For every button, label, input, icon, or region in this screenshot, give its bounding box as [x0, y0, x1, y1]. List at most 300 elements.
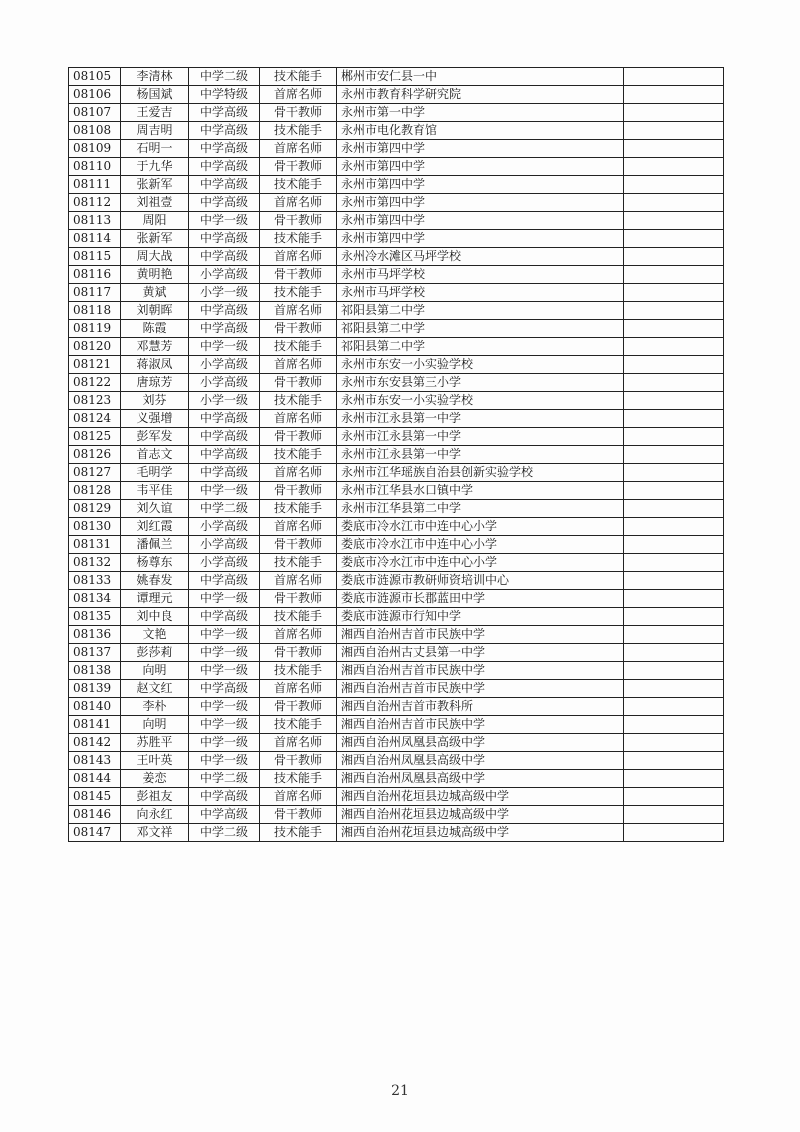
teacher-name: 蒋淑凤 — [121, 356, 189, 374]
honor-title: 骨干教师 — [260, 698, 337, 716]
honor-title: 技术能手 — [260, 608, 337, 626]
honor-title: 首席名师 — [260, 140, 337, 158]
honor-title: 骨干教师 — [260, 266, 337, 284]
record-id: 08107 — [69, 104, 121, 122]
organization: 湘西自治州吉首市民族中学 — [337, 626, 624, 644]
organization: 永州市江华县第二中学 — [337, 500, 624, 518]
record-id: 08121 — [69, 356, 121, 374]
honor-title: 技术能手 — [260, 716, 337, 734]
note-cell — [624, 212, 724, 230]
organization: 娄底市冷水江市中连中心小学 — [337, 518, 624, 536]
teacher-name: 李清林 — [121, 68, 189, 86]
record-id: 08130 — [69, 518, 121, 536]
teacher-name: 唐琼芳 — [121, 374, 189, 392]
rank-level: 小学一级 — [189, 392, 260, 410]
rank-level: 中学高级 — [189, 140, 260, 158]
note-cell — [624, 644, 724, 662]
table-row — [69, 248, 724, 266]
honor-title: 技术能手 — [260, 392, 337, 410]
record-id: 08113 — [69, 212, 121, 230]
honor-title: 骨干教师 — [260, 104, 337, 122]
table-row — [69, 158, 724, 176]
teacher-name: 杨尊东 — [121, 554, 189, 572]
honor-title: 骨干教师 — [260, 536, 337, 554]
organization: 祁阳县第二中学 — [337, 338, 624, 356]
rank-level: 中学一级 — [189, 338, 260, 356]
note-cell — [624, 410, 724, 428]
rank-level: 中学一级 — [189, 212, 260, 230]
teacher-name: 首志文 — [121, 446, 189, 464]
organization: 娄底市涟源市教研师资培训中心 — [337, 572, 624, 590]
organization: 永州冷水滩区马坪学校 — [337, 248, 624, 266]
organization: 永州市第四中学 — [337, 140, 624, 158]
honor-title: 技术能手 — [260, 122, 337, 140]
rank-level: 中学高级 — [189, 122, 260, 140]
honor-title: 骨干教师 — [260, 428, 337, 446]
teacher-name: 王爱吉 — [121, 104, 189, 122]
table-row — [69, 230, 724, 248]
honor-title: 骨干教师 — [260, 590, 337, 608]
table-row — [69, 176, 724, 194]
teacher-name: 苏胜平 — [121, 734, 189, 752]
organization: 湘西自治州花垣县边城高级中学 — [337, 824, 624, 842]
organization: 永州市第四中学 — [337, 230, 624, 248]
note-cell — [624, 104, 724, 122]
rank-level: 中学高级 — [189, 248, 260, 266]
teacher-name: 周大战 — [121, 248, 189, 266]
note-cell — [624, 230, 724, 248]
teacher-name: 刘红霞 — [121, 518, 189, 536]
organization: 湘西自治州凤凰县高级中学 — [337, 734, 624, 752]
organization: 湘西自治州吉首市民族中学 — [337, 716, 624, 734]
teacher-name: 姚春发 — [121, 572, 189, 590]
rank-level: 中学一级 — [189, 734, 260, 752]
note-cell — [624, 374, 724, 392]
rank-level: 中学高级 — [189, 104, 260, 122]
teacher-name: 义强增 — [121, 410, 189, 428]
organization: 祁阳县第二中学 — [337, 302, 624, 320]
rank-level: 小学高级 — [189, 518, 260, 536]
honor-title: 骨干教师 — [260, 644, 337, 662]
organization: 湘西自治州凤凰县高级中学 — [337, 770, 624, 788]
teacher-name: 姜恋 — [121, 770, 189, 788]
record-id: 08144 — [69, 770, 121, 788]
note-cell — [624, 140, 724, 158]
table-row — [69, 212, 724, 230]
record-id: 08124 — [69, 410, 121, 428]
record-id: 08128 — [69, 482, 121, 500]
honor-title: 首席名师 — [260, 518, 337, 536]
record-id: 08118 — [69, 302, 121, 320]
honor-title: 首席名师 — [260, 248, 337, 266]
teacher-name: 邓文祥 — [121, 824, 189, 842]
teacher-roster-table — [68, 67, 724, 842]
table-row — [69, 554, 724, 572]
honor-title: 骨干教师 — [260, 752, 337, 770]
teacher-name: 周阳 — [121, 212, 189, 230]
rank-level: 小学高级 — [189, 554, 260, 572]
table-row — [69, 680, 724, 698]
honor-title: 骨干教师 — [260, 320, 337, 338]
table-row — [69, 482, 724, 500]
note-cell — [624, 158, 724, 176]
roster-body — [69, 68, 724, 842]
organization: 娄底市涟源市行知中学 — [337, 608, 624, 626]
organization: 永州市第四中学 — [337, 158, 624, 176]
rank-level: 中学高级 — [189, 176, 260, 194]
record-id: 08129 — [69, 500, 121, 518]
note-cell — [624, 302, 724, 320]
table-row — [69, 608, 724, 626]
record-id: 08137 — [69, 644, 121, 662]
record-id: 08140 — [69, 698, 121, 716]
table-row — [69, 752, 724, 770]
note-cell — [624, 284, 724, 302]
teacher-name: 向永红 — [121, 806, 189, 824]
table-row — [69, 590, 724, 608]
table-row — [69, 122, 724, 140]
record-id: 08110 — [69, 158, 121, 176]
record-id: 08147 — [69, 824, 121, 842]
record-id: 08131 — [69, 536, 121, 554]
record-id: 08119 — [69, 320, 121, 338]
table-row — [69, 392, 724, 410]
rank-level: 中学高级 — [189, 194, 260, 212]
teacher-name: 韦平佳 — [121, 482, 189, 500]
rank-level: 中学高级 — [189, 680, 260, 698]
teacher-name: 文艳 — [121, 626, 189, 644]
rank-level: 中学一级 — [189, 662, 260, 680]
note-cell — [624, 194, 724, 212]
organization: 湘西自治州吉首市民族中学 — [337, 662, 624, 680]
table-row — [69, 662, 724, 680]
table-row — [69, 644, 724, 662]
rank-level: 中学高级 — [189, 410, 260, 428]
teacher-name: 王叶英 — [121, 752, 189, 770]
rank-level: 中学一级 — [189, 590, 260, 608]
rank-level: 中学二级 — [189, 500, 260, 518]
table-row — [69, 716, 724, 734]
table-row — [69, 698, 724, 716]
rank-level: 中学特级 — [189, 86, 260, 104]
record-id: 08146 — [69, 806, 121, 824]
note-cell — [624, 770, 724, 788]
note-cell — [624, 428, 724, 446]
table-row — [69, 356, 724, 374]
record-id: 08122 — [69, 374, 121, 392]
organization: 祁阳县第二中学 — [337, 320, 624, 338]
note-cell — [624, 464, 724, 482]
teacher-name: 刘芬 — [121, 392, 189, 410]
record-id: 08117 — [69, 284, 121, 302]
teacher-name: 谭理元 — [121, 590, 189, 608]
table-row — [69, 266, 724, 284]
note-cell — [624, 662, 724, 680]
rank-level: 中学高级 — [189, 464, 260, 482]
record-id: 08141 — [69, 716, 121, 734]
organization: 湘西自治州古丈县第一中学 — [337, 644, 624, 662]
note-cell — [624, 698, 724, 716]
honor-title: 骨干教师 — [260, 212, 337, 230]
honor-title: 首席名师 — [260, 572, 337, 590]
organization: 湘西自治州吉首市民族中学 — [337, 680, 624, 698]
honor-title: 技术能手 — [260, 662, 337, 680]
teacher-name: 向明 — [121, 662, 189, 680]
table-row — [69, 536, 724, 554]
record-id: 08109 — [69, 140, 121, 158]
teacher-name: 潘佩兰 — [121, 536, 189, 554]
honor-title: 首席名师 — [260, 788, 337, 806]
honor-title: 技术能手 — [260, 176, 337, 194]
teacher-name: 黄明艳 — [121, 266, 189, 284]
honor-title: 骨干教师 — [260, 374, 337, 392]
organization: 永州市第四中学 — [337, 176, 624, 194]
teacher-name: 于九华 — [121, 158, 189, 176]
record-id: 08133 — [69, 572, 121, 590]
table-row — [69, 320, 724, 338]
record-id: 08135 — [69, 608, 121, 626]
rank-level: 中学高级 — [189, 446, 260, 464]
record-id: 08134 — [69, 590, 121, 608]
record-id: 08105 — [69, 68, 121, 86]
rank-level: 中学一级 — [189, 752, 260, 770]
table-row — [69, 140, 724, 158]
teacher-name: 刘朝晖 — [121, 302, 189, 320]
note-cell — [624, 500, 724, 518]
record-id: 08145 — [69, 788, 121, 806]
table-row — [69, 104, 724, 122]
record-id: 08126 — [69, 446, 121, 464]
teacher-name: 彭军发 — [121, 428, 189, 446]
note-cell — [624, 86, 724, 104]
rank-level: 中学高级 — [189, 806, 260, 824]
teacher-name: 陈霞 — [121, 320, 189, 338]
teacher-name: 毛明学 — [121, 464, 189, 482]
table-row — [69, 68, 724, 86]
note-cell — [624, 392, 724, 410]
rank-level: 中学一级 — [189, 626, 260, 644]
teacher-name: 石明一 — [121, 140, 189, 158]
organization: 娄底市冷水江市中连中心小学 — [337, 554, 624, 572]
organization: 永州市江永县第一中学 — [337, 446, 624, 464]
note-cell — [624, 824, 724, 842]
note-cell — [624, 788, 724, 806]
honor-title: 骨干教师 — [260, 158, 337, 176]
note-cell — [624, 572, 724, 590]
honor-title: 骨干教师 — [260, 482, 337, 500]
note-cell — [624, 752, 724, 770]
rank-level: 中学一级 — [189, 644, 260, 662]
record-id: 08142 — [69, 734, 121, 752]
rank-level: 中学二级 — [189, 770, 260, 788]
rank-level: 小学高级 — [189, 266, 260, 284]
note-cell — [624, 266, 724, 284]
note-cell — [624, 608, 724, 626]
teacher-name: 彭祖友 — [121, 788, 189, 806]
organization: 娄底市冷水江市中连中心小学 — [337, 536, 624, 554]
rank-level: 中学一级 — [189, 482, 260, 500]
organization: 郴州市安仁县一中 — [337, 68, 624, 86]
note-cell — [624, 680, 724, 698]
organization: 永州市江华县水口镇中学 — [337, 482, 624, 500]
teacher-name: 刘久谊 — [121, 500, 189, 518]
honor-title: 技术能手 — [260, 824, 337, 842]
organization: 永州市教育科学研究院 — [337, 86, 624, 104]
note-cell — [624, 446, 724, 464]
honor-title: 首席名师 — [260, 410, 337, 428]
note-cell — [624, 176, 724, 194]
organization: 永州市江永县第一中学 — [337, 410, 624, 428]
honor-title: 技术能手 — [260, 500, 337, 518]
teacher-name: 向明 — [121, 716, 189, 734]
table-row — [69, 410, 724, 428]
honor-title: 首席名师 — [260, 302, 337, 320]
table-row — [69, 734, 724, 752]
table-row — [69, 374, 724, 392]
record-id: 08106 — [69, 86, 121, 104]
rank-level: 小学高级 — [189, 374, 260, 392]
table-row — [69, 626, 724, 644]
rank-level: 中学高级 — [189, 428, 260, 446]
teacher-name: 刘中良 — [121, 608, 189, 626]
rank-level: 中学高级 — [189, 302, 260, 320]
teacher-name: 黄斌 — [121, 284, 189, 302]
honor-title: 技术能手 — [260, 68, 337, 86]
rank-level: 小学高级 — [189, 356, 260, 374]
rank-level: 中学高级 — [189, 320, 260, 338]
organization: 永州市第四中学 — [337, 212, 624, 230]
rank-level: 中学高级 — [189, 230, 260, 248]
organization: 永州市东安一小实验学校 — [337, 356, 624, 374]
rank-level: 小学一级 — [189, 284, 260, 302]
record-id: 08138 — [69, 662, 121, 680]
record-id: 08120 — [69, 338, 121, 356]
organization: 永州市江华瑶族自治县创新实验学校 — [337, 464, 624, 482]
record-id: 08125 — [69, 428, 121, 446]
table-row — [69, 464, 724, 482]
organization: 娄底市涟源市长郡蓝田中学 — [337, 590, 624, 608]
honor-title: 技术能手 — [260, 446, 337, 464]
organization: 湘西自治州吉首市教科所 — [337, 698, 624, 716]
teacher-name: 彭莎莉 — [121, 644, 189, 662]
organization: 永州市马坪学校 — [337, 284, 624, 302]
rank-level: 中学二级 — [189, 824, 260, 842]
record-id: 08112 — [69, 194, 121, 212]
organization: 湘西自治州花垣县边城高级中学 — [337, 806, 624, 824]
honor-title: 首席名师 — [260, 626, 337, 644]
record-id: 08111 — [69, 176, 121, 194]
honor-title: 技术能手 — [260, 230, 337, 248]
honor-title: 技术能手 — [260, 770, 337, 788]
honor-title: 首席名师 — [260, 86, 337, 104]
record-id: 08139 — [69, 680, 121, 698]
note-cell — [624, 248, 724, 266]
record-id: 08108 — [69, 122, 121, 140]
note-cell — [624, 338, 724, 356]
note-cell — [624, 554, 724, 572]
honor-title: 首席名师 — [260, 680, 337, 698]
note-cell — [624, 320, 724, 338]
table-row — [69, 302, 724, 320]
organization: 永州市马坪学校 — [337, 266, 624, 284]
teacher-name: 张新军 — [121, 230, 189, 248]
table-row — [69, 194, 724, 212]
record-id: 08136 — [69, 626, 121, 644]
note-cell — [624, 734, 724, 752]
table-row — [69, 788, 724, 806]
rank-level: 中学高级 — [189, 788, 260, 806]
teacher-name: 刘祖壹 — [121, 194, 189, 212]
note-cell — [624, 122, 724, 140]
record-id: 08123 — [69, 392, 121, 410]
note-cell — [624, 716, 724, 734]
note-cell — [624, 68, 724, 86]
note-cell — [624, 518, 724, 536]
teacher-name: 赵文红 — [121, 680, 189, 698]
organization: 湘西自治州花垣县边城高级中学 — [337, 788, 624, 806]
table-row — [69, 518, 724, 536]
table-row — [69, 284, 724, 302]
organization: 永州市第四中学 — [337, 194, 624, 212]
note-cell — [624, 806, 724, 824]
rank-level: 中学高级 — [189, 572, 260, 590]
teacher-name: 邓慧芳 — [121, 338, 189, 356]
table-row — [69, 806, 724, 824]
organization: 永州市电化教育馆 — [337, 122, 624, 140]
note-cell — [624, 590, 724, 608]
record-id: 08116 — [69, 266, 121, 284]
teacher-name: 张新军 — [121, 176, 189, 194]
note-cell — [624, 626, 724, 644]
rank-level: 中学一级 — [189, 698, 260, 716]
rank-level: 中学高级 — [189, 608, 260, 626]
record-id: 08114 — [69, 230, 121, 248]
honor-title: 骨干教师 — [260, 806, 337, 824]
organization: 永州市东安县第三小学 — [337, 374, 624, 392]
honor-title: 技术能手 — [260, 338, 337, 356]
rank-level: 中学二级 — [189, 68, 260, 86]
teacher-name: 李朴 — [121, 698, 189, 716]
honor-title: 技术能手 — [260, 554, 337, 572]
honor-title: 技术能手 — [260, 284, 337, 302]
record-id: 08143 — [69, 752, 121, 770]
record-id: 08132 — [69, 554, 121, 572]
honor-title: 首席名师 — [260, 734, 337, 752]
organization: 湘西自治州凤凰县高级中学 — [337, 752, 624, 770]
table-row — [69, 572, 724, 590]
rank-level: 小学高级 — [189, 536, 260, 554]
note-cell — [624, 536, 724, 554]
note-cell — [624, 356, 724, 374]
honor-title: 首席名师 — [260, 464, 337, 482]
table-row — [69, 338, 724, 356]
table-row — [69, 500, 724, 518]
table-row — [69, 446, 724, 464]
note-cell — [624, 482, 724, 500]
organization: 永州市江永县第一中学 — [337, 428, 624, 446]
table-row — [69, 428, 724, 446]
record-id: 08115 — [69, 248, 121, 266]
rank-level: 中学高级 — [189, 158, 260, 176]
table-row — [69, 770, 724, 788]
table-row — [69, 86, 724, 104]
honor-title: 首席名师 — [260, 356, 337, 374]
teacher-name: 杨国斌 — [121, 86, 189, 104]
record-id: 08127 — [69, 464, 121, 482]
organization: 永州市第一中学 — [337, 104, 624, 122]
organization: 永州市东安一小实验学校 — [337, 392, 624, 410]
table-row — [69, 824, 724, 842]
